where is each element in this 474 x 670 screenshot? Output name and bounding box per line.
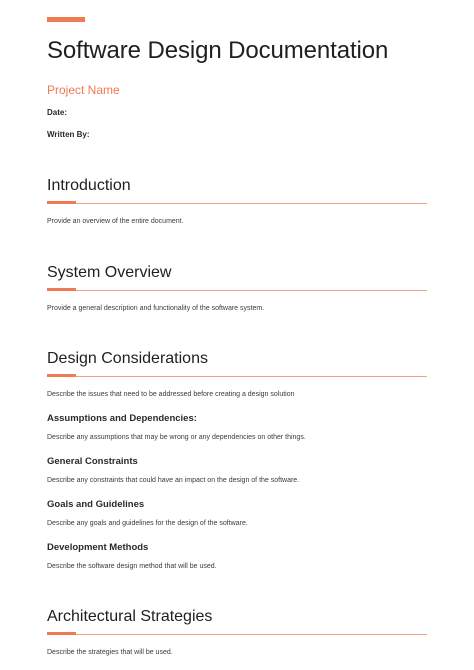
title-accent-bar — [47, 17, 85, 22]
goals-text: Describe any goals and guidelines for the design of the software. — [47, 520, 248, 527]
project-name: Project Name — [47, 83, 120, 97]
section-divider-accent — [47, 632, 76, 635]
subheading-development-methods: Development Methods — [47, 542, 149, 553]
assumptions-text: Describe any assumptions that may be wrong or any dependencies on other things. — [47, 434, 306, 441]
section-heading-system-overview: System Overview — [47, 264, 172, 281]
section-divider — [47, 290, 427, 291]
introduction-text: Provide an overview of the entire document. — [47, 218, 184, 225]
section-divider-accent — [47, 288, 76, 291]
section-heading-introduction: Introduction — [47, 177, 131, 194]
design-considerations-text: Describe the issues that need to be addressed before creating a design solution — [47, 391, 295, 398]
subheading-goals-guidelines: Goals and Guidelines — [47, 499, 145, 510]
written-by-label: Written By: — [47, 130, 90, 139]
section-divider — [47, 376, 427, 377]
section-heading-design-considerations: Design Considerations — [47, 350, 208, 367]
methods-text: Describe the software design method that will be used. — [47, 563, 217, 570]
section-heading-architectural-strategies: Architectural Strategies — [47, 608, 213, 625]
subheading-assumptions: Assumptions and Dependencies: — [47, 413, 197, 424]
subheading-general-constraints: General Constraints — [47, 456, 138, 467]
document-title: Software Design Documentation — [47, 37, 389, 64]
constraints-text: Describe any constraints that could have an impact on the design of the software. — [47, 477, 300, 484]
section-divider-accent — [47, 201, 76, 204]
section-divider — [47, 203, 427, 204]
section-divider-accent — [47, 374, 76, 377]
architectural-strategies-text: Describe the strategies that will be used. — [47, 649, 173, 656]
date-label: Date: — [47, 108, 68, 117]
section-divider — [47, 634, 427, 635]
system-overview-text: Provide a general description and functionality of the software system. — [47, 305, 265, 312]
